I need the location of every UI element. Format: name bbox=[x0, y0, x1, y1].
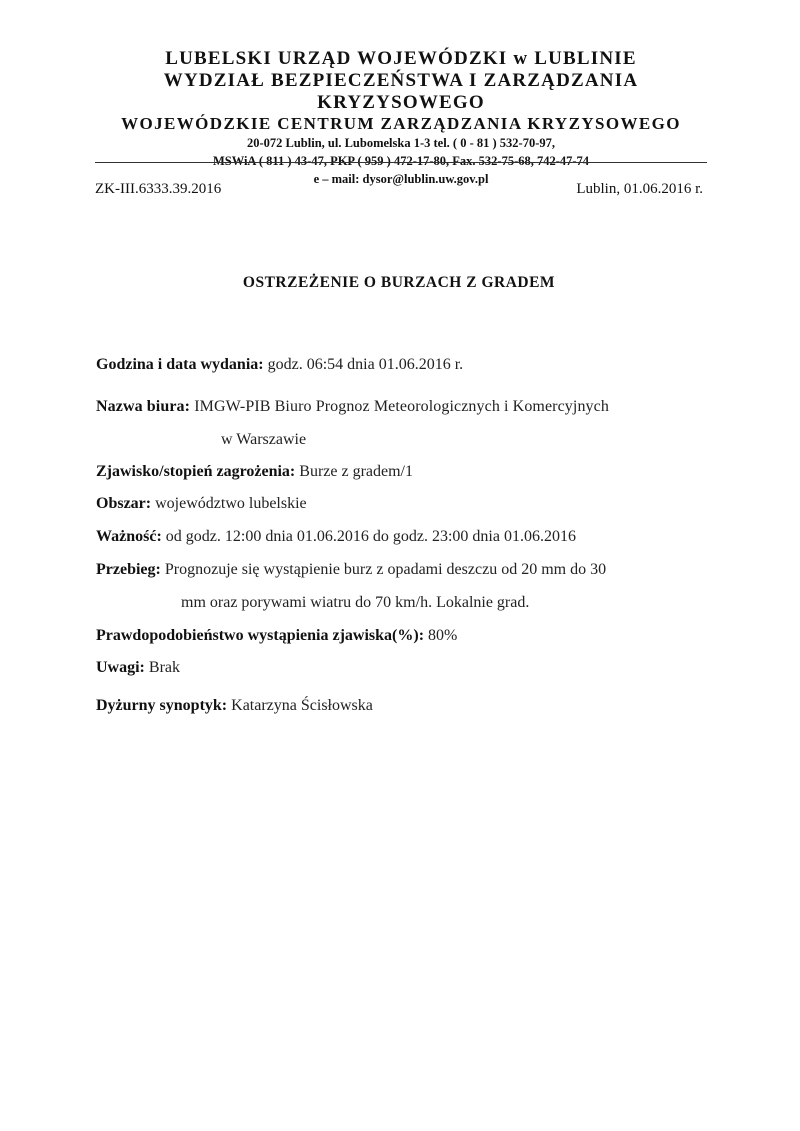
remarks-value: Brak bbox=[148, 659, 180, 676]
office-value-continued: w Warszawie bbox=[221, 431, 307, 448]
course-field bbox=[96, 560, 706, 580]
office-field bbox=[96, 397, 706, 417]
issued-field bbox=[96, 355, 706, 375]
probability-field bbox=[96, 626, 706, 646]
issued-value: godz. 06:54 dnia 01.06.2016 r. bbox=[267, 356, 464, 373]
forecaster-label: Dyżurny synoptyk: bbox=[96, 697, 228, 714]
phenomenon-label: Zjawisko/stopień zagrożenia: bbox=[96, 463, 296, 480]
course-value-continued: mm oraz porywami wiatru do 70 km/h. Lokalnie grad. bbox=[181, 594, 530, 611]
forecaster-field bbox=[96, 696, 706, 716]
document-title: OSTRZEŻENIE O BURZACH Z GRADEM bbox=[242, 274, 556, 291]
area-field bbox=[96, 494, 706, 514]
letterhead-phones: MSWiA ( 811 ) 43-47, PKP ( 959 ) 472-17-80, Fax. 532-75-68, 742-47-74 bbox=[212, 154, 590, 168]
office-label: Nazwa biura: bbox=[96, 398, 191, 415]
course-label: Przebieg: bbox=[96, 561, 161, 578]
issued-label: Godzina i data wydania: bbox=[96, 356, 264, 373]
letterhead-center: WOJEWÓDZKIE CENTRUM ZARZĄDZANIA KRYZYSOWEGO bbox=[121, 114, 681, 133]
phenomenon-field bbox=[96, 462, 706, 482]
office-value: IMGW-PIB Biuro Prognoz Meteorologicznych i Komercyjnych bbox=[194, 398, 609, 415]
validity-value: od godz. 12:00 dnia 01.06.2016 do godz. 23:00 dnia 01.06.2016 bbox=[165, 528, 576, 545]
course-value: Prognozuje się wystąpienie burz z opadami deszczu od 20 mm do 30 bbox=[164, 561, 607, 578]
letterhead bbox=[95, 42, 707, 188]
place-date: Lublin, 01.06.2016 r. bbox=[576, 181, 703, 197]
remarks-field bbox=[96, 658, 706, 678]
header-divider bbox=[95, 162, 707, 163]
probability-value: 80% bbox=[428, 627, 458, 644]
letterhead-email: e – mail: dysor@lublin.uw.gov.pl bbox=[313, 172, 489, 186]
forecaster-value: Katarzyna Ścisłowska bbox=[231, 697, 373, 714]
reference-number: ZK-III.6333.39.2016 bbox=[95, 181, 222, 197]
area-label: Obszar: bbox=[96, 495, 152, 512]
validity-label: Ważność: bbox=[96, 528, 162, 545]
remarks-label: Uwagi: bbox=[96, 659, 145, 676]
letterhead-address: 20-072 Lublin, ul. Lubomelska 1-3 tel. ( 0 - 81 ) 532-70-97, bbox=[246, 136, 555, 150]
probability-label: Prawdopodobieństwo wystąpienia zjawiska(%): bbox=[96, 627, 425, 644]
area-value: województwo lubelskie bbox=[155, 495, 307, 512]
phenomenon-value: Burze z gradem/1 bbox=[299, 463, 413, 480]
validity-field bbox=[96, 527, 706, 547]
letterhead-department: WYDZIAŁ BEZPIECZEŃSTWA I ZARZĄDZANIA KRYZYSOWEGO bbox=[163, 70, 639, 113]
letterhead-office-name: LUBELSKI URZĄD WOJEWÓDZKI w LUBLINIE bbox=[165, 48, 637, 69]
